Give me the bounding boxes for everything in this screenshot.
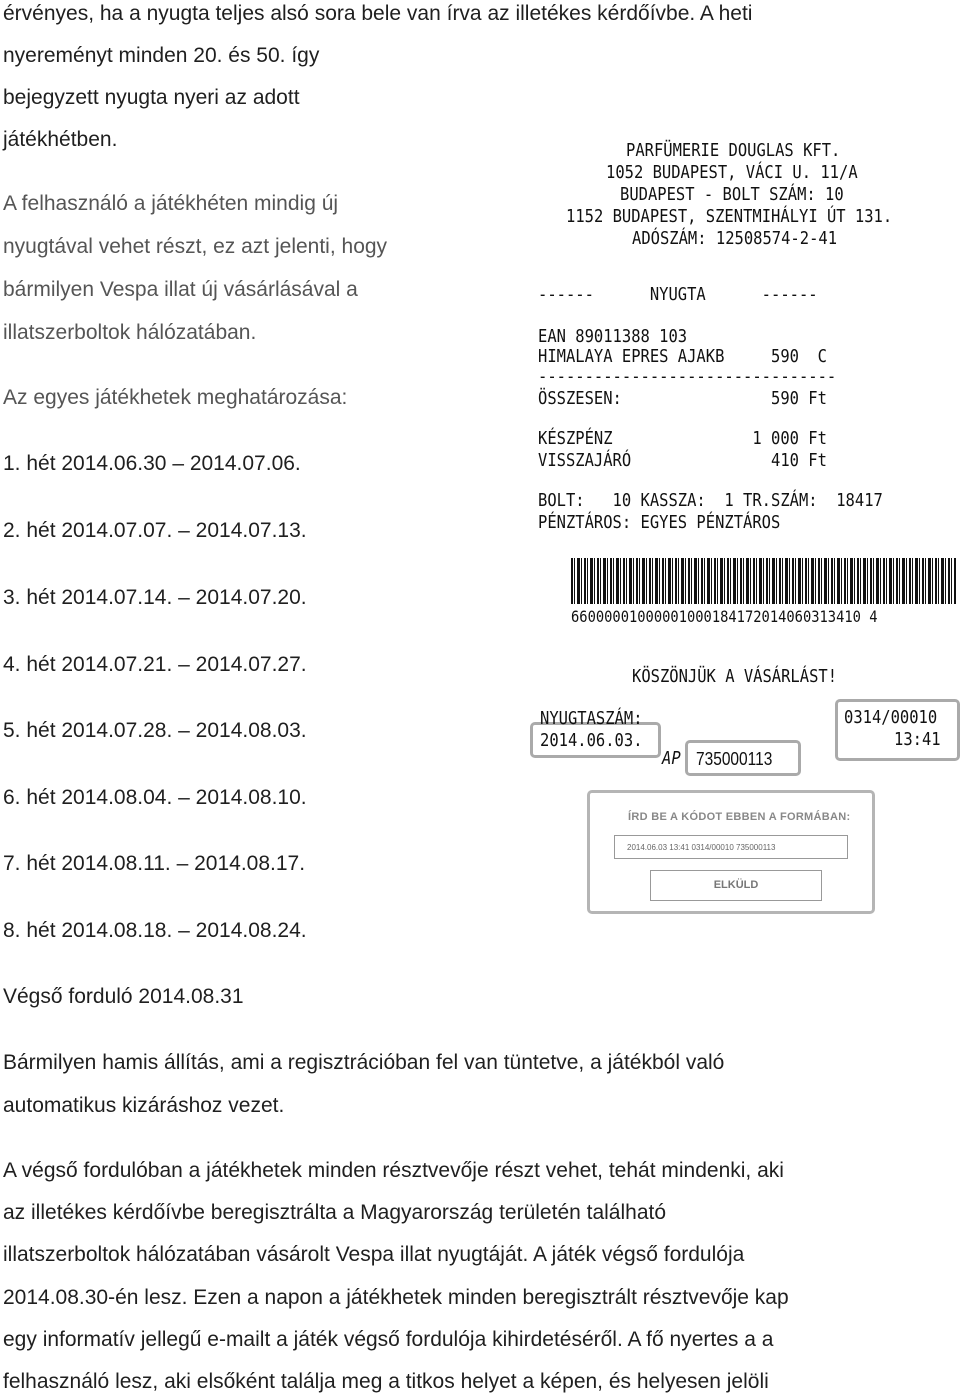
receipt-header-line: 1052 BUDAPEST, VÁCI U. 11/A (606, 162, 858, 183)
week-item: 5. hét 2014.07.28. – 2014.08.03. (3, 719, 307, 742)
final-round: Végső forduló 2014.08.31 (3, 985, 244, 1008)
receipt-image (530, 138, 960, 788)
receipt-separator: -------------------------------- (538, 366, 837, 387)
week-item: 2. hét 2014.07.07. – 2014.07.13. (3, 519, 307, 542)
send-button: ELKÜLD (650, 870, 822, 901)
receipt-header-line: PARFÜMERIE DOUGLAS KFT. (626, 140, 841, 161)
receipt-ean: EAN 89011388 103 (538, 326, 688, 347)
week-item: 6. hét 2014.08.04. – 2014.08.10. (3, 786, 307, 809)
code-entry-form (587, 790, 875, 914)
receipt-cashier: PÉNZTÁROS: EGYES PÉNZTÁROS (538, 512, 781, 533)
code-input: 2014.06.03 13:41 0314/00010 735000113 (614, 835, 848, 859)
receipt-barcode-number: 66000001000001000184172014060313410 4 (571, 607, 878, 626)
receipt-item: HIMALAYA EPRES AJAKB 590 C (538, 346, 827, 367)
paragraph2-line: bármilyen Vespa illat új vásárlásával a (3, 278, 358, 301)
week-item: 8. hét 2014.08.18. – 2014.08.24. (3, 919, 307, 942)
receipt-store-line: BOLT: 10 KASSZA: 1 TR.SZÁM: 18417 (538, 490, 883, 511)
receipt-cash: KÉSZPÉNZ 1 000 Ft (538, 428, 827, 449)
receipt-date: 2014.06.03. (540, 730, 643, 751)
receipt-time: 13:41 (894, 729, 941, 750)
receipt-ap-label: AP (662, 748, 681, 769)
weeks-heading: Az egyes játékhetek meghatározása: (3, 386, 348, 409)
final-paragraph-line: 2014.08.30-én lesz. Ezen a napon a játékhetek minden beregisztrált résztvevője kap (3, 1286, 789, 1309)
receipt-ap-code: 735000113 (696, 749, 773, 769)
intro-line-1: érvényes, ha a nyugta teljes alsó sora bele van írva az illetékes kérdőívbe. A heti (3, 2, 753, 25)
week-item: 4. hét 2014.07.21. – 2014.07.27. (3, 653, 307, 676)
final-paragraph-line: az illetékes kérdőívbe beregisztrálta a Magyarország területén található (3, 1201, 667, 1224)
intro-line-4: játékhétben. (3, 128, 118, 151)
week-item: 7. hét 2014.08.11. – 2014.08.17. (3, 852, 306, 875)
final-paragraph-line: A végső fordulóban a játékhetek minden résztvevője részt vehet, tehát mindenki, aki (3, 1159, 784, 1182)
final-paragraph-line: felhasználó lesz, aki elsőként találja meg a titkos helyet a képen, és helyesen jelöli (3, 1370, 769, 1393)
week-item: 3. hét 2014.07.14. – 2014.07.20. (3, 586, 307, 609)
final-paragraph-line: egy informatív jellegű e-mailt a játék végső fordulója kihirdetéséről. A fő nyertes a a (3, 1328, 774, 1351)
receipt-change: VISSZAJÁRÓ 410 Ft (538, 450, 827, 471)
false-claims-line: Bármilyen hamis állítás, ami a regisztrációban fel van tüntetve, a játékból való (3, 1051, 725, 1074)
receipt-title: ------ NYUGTA ------ (538, 284, 818, 305)
receipt-total: ÖSSZESEN: 590 Ft (538, 388, 827, 409)
receipt-barcode (571, 558, 956, 604)
paragraph2-line: nyugtával vehet részt, ez azt jelenti, hogy (3, 235, 388, 258)
intro-line-3: bejegyzett nyugta nyeri az adott (3, 86, 300, 109)
paragraph2-line: illatszerboltok hálózatában. (3, 321, 257, 344)
receipt-time-code: 0314/00010 (844, 707, 938, 728)
intro-line-2: nyereményt minden 20. és 50. így (3, 44, 320, 67)
receipt-header-line: BUDAPEST - BOLT SZÁM: 10 (620, 184, 844, 205)
paragraph2-line: A felhasználó a játékhéten mindig új (3, 192, 339, 215)
receipt-thanks: KÖSZÖNJÜK A VÁSÁRLÁST! (632, 666, 838, 687)
form-title: ÍRD BE A KÓDOT EBBEN A FORMÁBAN: (628, 811, 851, 823)
receipt-header-line: 1152 BUDAPEST, SZENTMIHÁLYI ÚT 131. (566, 206, 893, 227)
false-claims-line: automatikus kizáráshoz vezet. (3, 1094, 285, 1117)
week-item: 1. hét 2014.06.30 – 2014.07.06. (3, 452, 301, 475)
receipt-no-label: NYUGTASZÁM: (540, 708, 643, 729)
receipt-header-line: ADÓSZÁM: 12508574-2-41 (632, 228, 838, 249)
final-paragraph-line: illatszerboltok hálózatában vásárolt Vespa illat nyugtáját. A játék végső fordulója (3, 1243, 745, 1266)
